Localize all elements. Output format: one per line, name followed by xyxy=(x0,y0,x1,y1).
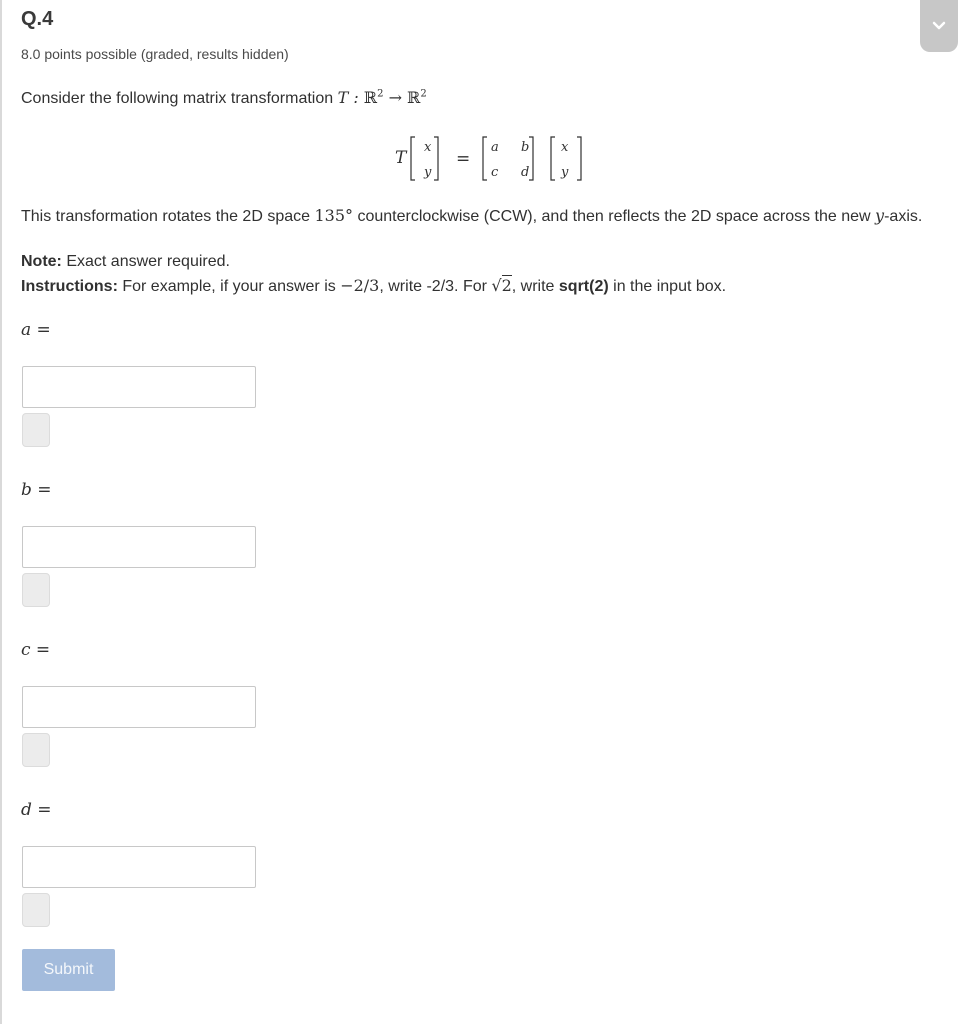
svg-text:b: b xyxy=(521,140,530,155)
instructions-line xyxy=(21,276,726,296)
sqrt-argument: 2 xyxy=(501,276,512,295)
collapse-button[interactable] xyxy=(920,0,958,52)
svg-text:y: y xyxy=(561,165,569,180)
svg-text:=: = xyxy=(456,149,471,169)
status-indicator-c xyxy=(22,733,50,767)
angle-value: 135° xyxy=(314,206,354,225)
answer-input-a[interactable] xyxy=(22,366,256,408)
points-info: 8.0 points possible (graded, results hidden) xyxy=(21,46,289,62)
note-label: Note: xyxy=(21,253,62,270)
svg-text:c: c xyxy=(491,165,499,180)
intro-line xyxy=(21,88,427,108)
svg-text:a: a xyxy=(491,140,499,155)
label-d: d = xyxy=(21,800,52,820)
answer-input-b[interactable] xyxy=(22,526,256,568)
svg-text:y: y xyxy=(424,165,432,180)
mapping-math: T : ℝ$^2$ → ℝ$^2$ xyxy=(337,88,427,107)
note-text: Exact answer required. xyxy=(66,253,230,270)
axis-suffix: -axis. xyxy=(884,208,923,225)
sqrt-expression: √2 xyxy=(491,276,512,295)
svg-text:d: d xyxy=(521,165,530,180)
label-c: c = xyxy=(21,640,51,660)
instructions-text-2: , write -2/3. For xyxy=(379,278,487,295)
note-line xyxy=(21,253,230,271)
status-indicator-d xyxy=(22,893,50,927)
svg-text:x: x xyxy=(424,140,432,155)
intro-text: Consider the following matrix transformation xyxy=(21,90,334,107)
left-border xyxy=(0,0,2,1024)
problem-title: Q.4 xyxy=(21,8,54,30)
instructions-label: Instructions: xyxy=(21,278,118,295)
instructions-text-3: , write xyxy=(511,278,555,295)
svg-text:x: x xyxy=(561,140,569,155)
transformation-description xyxy=(21,206,922,226)
transform-text-before: This transformation rotates the 2D space xyxy=(21,208,311,225)
answer-input-c[interactable] xyxy=(22,686,256,728)
answer-input-d[interactable] xyxy=(22,846,256,888)
transform-text-after: counterclockwise (CCW), and then reflects the 2D space across the new xyxy=(357,208,871,225)
axis-variable: y xyxy=(875,206,885,225)
label-a: a = xyxy=(21,320,51,340)
label-b: b = xyxy=(21,480,52,500)
instructions-text-4: in the input box. xyxy=(613,278,727,295)
status-indicator-b xyxy=(22,573,50,607)
status-indicator-a xyxy=(22,413,50,447)
chevron-down-icon xyxy=(932,21,946,31)
sqrt-code: sqrt(2) xyxy=(558,278,609,295)
instructions-text-1: For example, if your answer is xyxy=(122,278,336,295)
submit-button[interactable]: Submit xyxy=(22,949,115,991)
svg-text:T: T xyxy=(395,148,407,168)
matrix-equation xyxy=(393,132,593,184)
example-fraction: −2/3 xyxy=(340,276,380,295)
